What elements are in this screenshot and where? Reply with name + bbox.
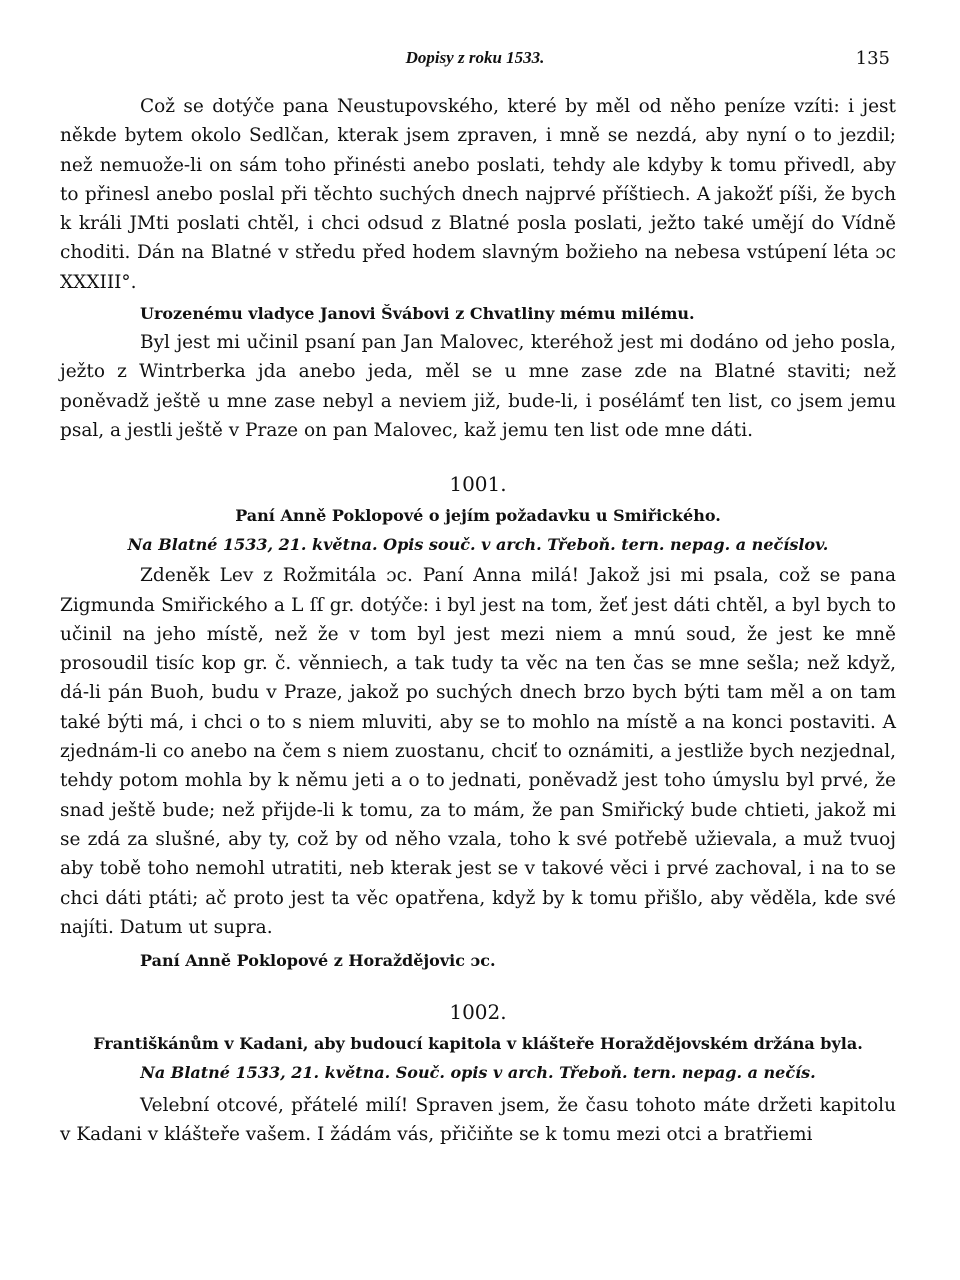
page-header (60, 48, 890, 74)
source-note: Na Blatné 1533, 21. května. Souč. opis v arch. Třeboň. tern. nepag. a nečís. (140, 1063, 816, 1083)
letter-address: Urozenému vladyce Janovi Švábovi z Chvatliny mému milému. (140, 304, 695, 324)
letter-paragraph: Což se dotýče pana Neustupovského, které by měl od něho peníze vzíti: i jest někde bytem okolo Sedlčan, kterak jsem zpraven, i mně se nezdá, aby nyní o to jezdil; než nemuože-li on sám toho přinésti anebo poslati, tehdy ale kdyby k tomu přivedl, aby to přinesl anebo poslal při těchto suchých dnech najprvé příštiech. A jakožť píši, že bych k králi JMti poslati chtěl, i chci odsud z Blatné posla poslati, ježto také umějí do Vídně choditi. Dán na Blatné v středu před hodem slavným božieho na nebesa vstúpení léta ɔc XXXIII°. (60, 96, 896, 293)
letter-heading: Paní Anně Poklopové o jejím požadavku u Smiřického. (235, 506, 721, 526)
letter-paragraph: Zdeněk Lev z Rožmitála ɔc. Paní Anna milá! Jakož jsi mi psala, což se pana Zigmunda Smiřického a L ſſ gr. dotýče: i byl jest na tom, žeť jest dáti chtěl, a byl bych to učinil na jeho místě, než že v tom byl jest mezi niem a mnú soud, že jest ke mně prosoudil tisíc kop gr. č. věnniech, a tak tudy ta věc na ten čas se mne sešla; než když, dá-li pán Buoh, budu v Praze, jakož po suchých dnech brzo bych býti tam měl a on tam také býti má, i chci o to s niem mluviti, aby se to mohlo na místě a na konci postaviti. A zjednám-li co anebo na čem s niem zuostanu, chciť to oznámiti, a jestliže bych nezjednal, tehdy potom mohla by k němu jeti a o to jednati, poněvadž jest toho úmyslu byl prvé, že snad ještě bude; než přijde-li k tomu, za to mám, že pan Smiřický bude chtieti, jakož mi se zdá za slušné, aby ty, což by od něho vzala, toho k své potřebě užievala, a muž tvuoj aby tobě toho nemohl utratiti, neb kterak jest se v takové věci i prvé zachoval, i na to se chci dáti ptáti; ač proto jest ta věc opatřena, když by k tomu přišlo, aby věděla, kde své najíti. Datum ut supra. (60, 565, 896, 938)
letter-number: 1002. (449, 1000, 507, 1025)
letter-postscript: Byl jest mi učinil psaní pan Jan Malovec, kteréhož jest mi dodáno od jeho posla, ježto z Wintrberka jda anebo jeda, měl se u mne zase zde na Blatné staviti; než poněvadž ještě u mne zase nebyl a neviem již, bude-li, i posélámť ten list, co jsem jemu psal, a jestli ještě v Praze on pan Malovec, kaž jemu ten list ode mne dáti. (60, 332, 896, 441)
page-number: 135 (855, 48, 890, 69)
source-note: Na Blatné 1533, 21. května. Opis souč. v arch. Třeboň. tern. nepag. a nečíslov. (127, 535, 829, 555)
letter-address: Paní Anně Poklopové z Horaždějovic ɔc. (140, 951, 496, 971)
letter-heading: Františkánům v Kadani, aby budoucí kapitola v klášteře Horaždějovském držána byla. (93, 1034, 863, 1054)
letter-paragraph: Velební otcové, přátelé milí! Spraven jsem, že času tohoto máte držeti kapitolu v Kadani v klášteře vašem. I žádám vás, přičiňte se k tomu mezi otci a bratřiemi (60, 1095, 896, 1146)
body-text (60, 92, 896, 1150)
letter-number: 1001. (449, 472, 507, 497)
running-title: Dopisy z roku 1533. (405, 48, 545, 67)
